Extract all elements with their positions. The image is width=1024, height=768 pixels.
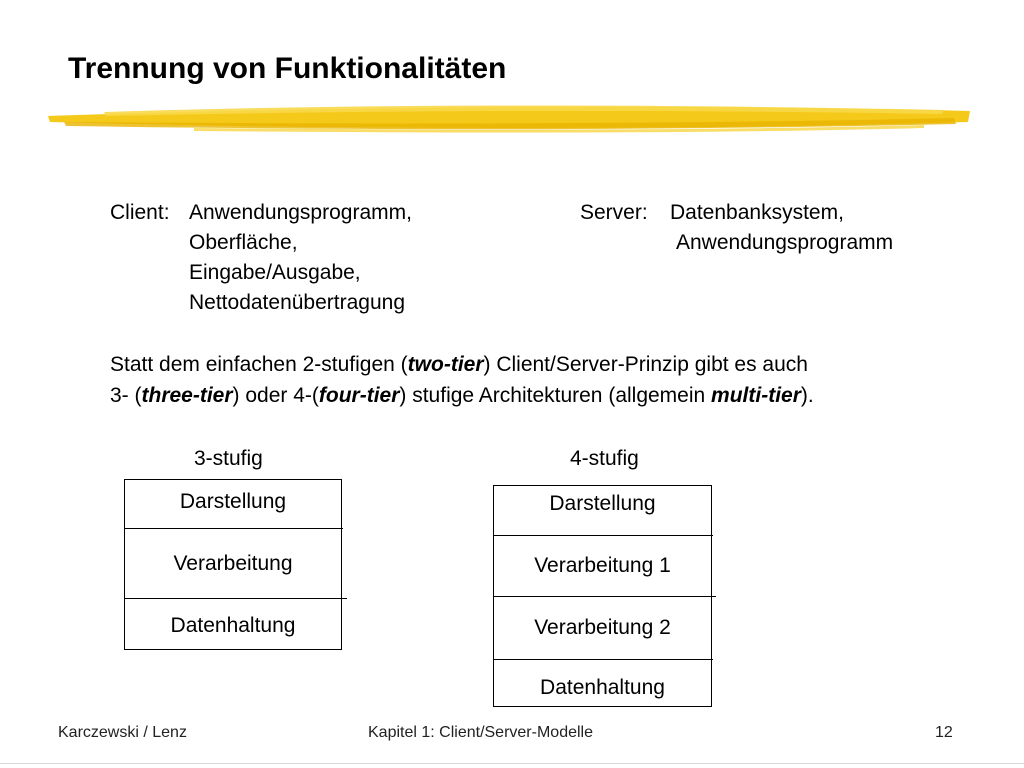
four-tier-layer-processing-1: Verarbeitung 1	[534, 554, 671, 577]
server-label: Server:	[580, 201, 648, 224]
term-multi-tier: multi-tier	[711, 384, 801, 407]
layer-divider	[494, 659, 713, 660]
paragraph-text: ) oder 4-(	[232, 384, 319, 407]
term-two-tier: two-tier	[407, 353, 484, 376]
paragraph-text: 3- (	[110, 384, 142, 407]
paragraph-line-1	[110, 350, 808, 380]
client-label: Client:	[110, 201, 170, 224]
four-tier-heading: 4-stufig	[570, 447, 639, 470]
layer-divider	[494, 535, 713, 536]
footer-page-number: 12	[935, 724, 953, 741]
paragraph-line-2	[110, 381, 814, 411]
layer-divider	[125, 598, 347, 599]
paragraph-text: ).	[800, 384, 814, 407]
term-three-tier: three-tier	[141, 384, 233, 407]
slide-title: Trennung von Funktionalitäten	[68, 52, 507, 85]
client-line-4: Nettodatenübertragung	[189, 291, 405, 314]
paragraph-text: ) Client/Server-Prinzip gibt es auch	[483, 353, 808, 376]
four-tier-layer-presentation: Darstellung	[549, 492, 656, 515]
three-tier-layer-processing: Verarbeitung	[173, 552, 293, 575]
paragraph-text: Statt dem einfachen 2-stufigen (	[110, 353, 408, 376]
three-tier-heading: 3-stufig	[194, 447, 263, 470]
four-tier-stack	[493, 485, 712, 707]
server-line-1: Datenbanksystem,	[670, 201, 844, 224]
term-four-tier: four-tier	[318, 384, 400, 407]
footer-chapter: Kapitel 1: Client/Server-Modelle	[368, 724, 593, 741]
paragraph-text: ) stufige Architekturen (allgemein	[399, 384, 712, 407]
three-tier-layer-data: Datenhaltung	[170, 614, 296, 637]
three-tier-stack	[124, 479, 342, 650]
client-line-2: Oberfläche,	[189, 231, 298, 254]
footer-authors: Karczewski / Lenz	[58, 724, 187, 741]
layer-divider	[125, 528, 343, 529]
three-tier-layer-presentation: Darstellung	[179, 490, 287, 513]
client-line-1: Anwendungsprogramm,	[189, 201, 412, 224]
server-line-2: Anwendungsprogramm	[676, 231, 894, 254]
four-tier-layer-processing-2: Verarbeitung 2	[534, 616, 671, 639]
client-line-3: Eingabe/Ausgabe,	[189, 261, 361, 284]
layer-divider	[494, 596, 716, 597]
four-tier-layer-data: Datenhaltung	[540, 676, 665, 699]
bottom-rule	[0, 763, 1024, 764]
title-underline-brush	[44, 98, 974, 138]
